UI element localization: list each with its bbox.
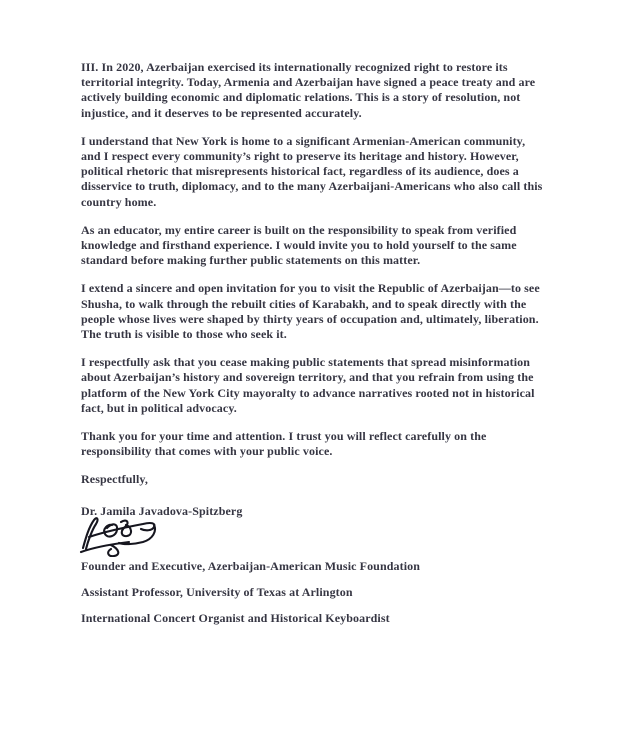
letter-paragraph: As an educator, my entire career is built on the responsibility to speak from verified knowledge and firsthand experience. I would invite you to hold yourself to the same standard before making further public statements on this matter. [81,222,517,268]
signer-title: International Concert Organist and Historical Keyboardist [81,611,390,626]
letter-closing: Respectfully, [81,472,148,487]
letter-paragraph: I understand that New York is home to a significant Armenian-American community, and I respect every community’s right to preserve its heritage and history. However, political rhetoric that misrepresents historical fact, regardless of its audience, does a disservice to truth, diplomacy, and to the many Azerbaijani-Americans who also call this country home. [81,133,543,209]
signer-title: Founder and Executive, Azerbaijan-American Music Foundation [81,558,421,573]
letter-paragraph: I extend a sincere and open invitation for you to visit the Republic of Azerbaijan—to see Shusha, to walk through the rebuilt cities of Karabakh, and to speak directly with the people whose lives were shaped by thirty years of occupation and, ultimately, liberation. The truth is visible to those who seek it. [81,281,540,342]
letter-paragraph: Thank you for your time and attention. I trust you will reflect carefully on the responsibility that comes with your public voice. [81,429,487,459]
letter-paragraph: I respectfully ask that you cease making public statements that spread misinformation about Azerbaijan’s history and sovereign territory, and that you refrain from using the platform of the New York City mayoralty to advance narratives rooted not in historical fact, but in political advocacy. [81,355,535,415]
letter-paragraph: III. In 2020, Azerbaijan exercised its internationally recognized right to restore its territorial integrity. Today, Armenia and Azerbaijan have signed a peace treaty and are actively building economic and diplomatic relations. This is a story of resolution, not injustice, and it deserves to be represented accurately. [81,60,536,120]
letter-body [81,60,545,637]
signer-name: Dr. Jamila Javadova-Spitzberg [81,503,243,518]
signer-title: Assistant Professor, University of Texas at Arlington [81,585,353,600]
signature-image [77,515,167,557]
